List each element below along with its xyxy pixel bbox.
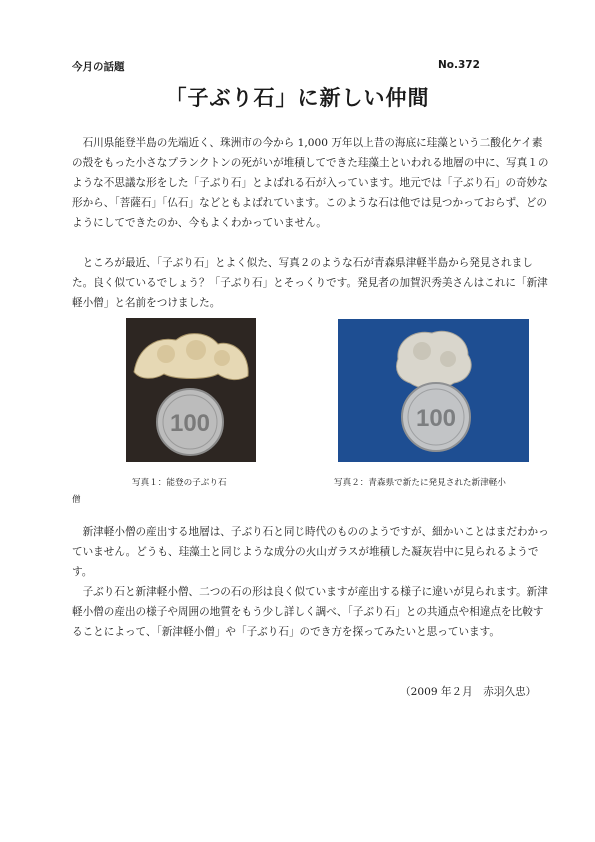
photo2-caption: 写真２：青森県で新たに発見された新津軽小 xyxy=(334,478,506,488)
shin-tsugaru-kozo-stone xyxy=(397,331,472,389)
paragraph-2: ところが最近、「子ぶり石」とよく似た、写真２のような石が青森県津軽半島から発見されました。良く似ているでしょう？「子ぶり石」とそっくりです。発見者の加賀沢秀美さんはこれに「新津軽小僧」と名前をつけました。 xyxy=(72,257,548,309)
author-signature: （2009 年２月 赤羽久忠） xyxy=(400,686,537,698)
coin-denomination: 100 xyxy=(169,410,211,437)
photo-kobureishi xyxy=(126,318,256,462)
page-title: 「子ぶり石」に新しい仲間 xyxy=(165,86,430,110)
paragraph-3: 新津軽小僧の産出する地層は、子ぶり石と同じ時代のもののようですが、細かいことはまだわかっていません。どうも、珪藻土と同じような成分の火山ガラスが堆積した凝灰岩中に見られるようです。 xyxy=(72,526,549,578)
paragraph-1: 石川県能登半島の先端近く、珠洲市の今から 1,000 万年以上昔の海底に珪藻という二酸化ケイ素の殻をもった小さなプランクトンの死がいが堆積してできた珪藻土といわれる地層の中に、写真１のような不思議な形をした「子ぶり石」とよばれる石が入っています。地元では「子ぶり石」の奇妙な形から、「菩薩石」「仏石」などともよばれています。このような石は他では見つかっておらず、どのようにしてできたのか、今もよくわかっていません。 xyxy=(72,137,549,229)
header-topic-label: 今月の話題 xyxy=(72,61,125,73)
photo1-caption: 写真１：能登の子ぶり石 xyxy=(132,478,227,488)
issue-number: No.372 xyxy=(438,59,480,71)
photo-shin-tsugaru-kozo xyxy=(338,319,529,462)
photo2-caption-continued: 僧 xyxy=(72,495,81,505)
coin-denomination: 100 xyxy=(415,405,457,432)
paragraph-4: 子ぶり石と新津軽小僧、二つの石の形は良く似ていますが産出する様子に違いが見られます。新津軽小僧の産出の様子や周囲の地質をもう少し詳しく調べ、「子ぶり石」との共通点や相違点を比較することによって、「新津軽小僧」や「子ぶり石」のでき方を探ってみたいと思っています。 xyxy=(72,586,548,638)
